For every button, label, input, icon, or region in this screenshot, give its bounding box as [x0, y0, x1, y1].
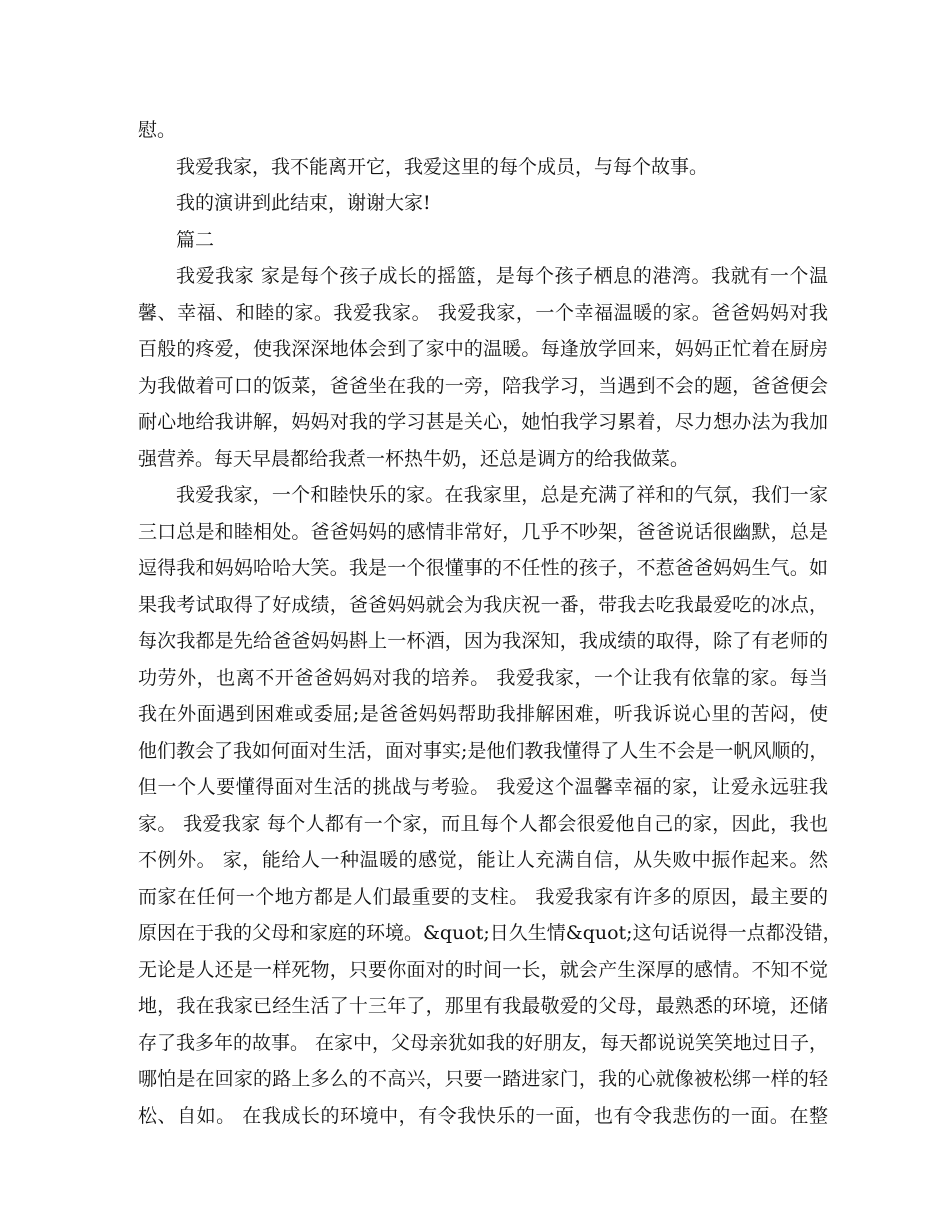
document-body-text [138, 112, 842, 1134]
text-line: 馨、幸福、和睦的家。我爱我家。 我爱我家，一个幸福温暖的家。爸爸妈妈对我 [138, 301, 828, 324]
text-line: 百般的疼爱，使我深深地体会到了家中的温暖。每逢放学回来，妈妈正忙着在厨房 [138, 338, 828, 360]
text-line: 耐心地给我讲解，妈妈对我的学习甚是关心，她怕我学习累着，尽力想办法为我加 [138, 411, 828, 433]
text-line: 我爱我家，我不能离开它，我爱这里的每个成员，与每个故事。 [176, 155, 709, 178]
text-line: 我爱我家，一个和睦快乐的家。在我家里，总是充满了祥和的气氛，我们一家 [176, 484, 828, 506]
text-line: 慰。 [138, 119, 177, 141]
text-line: 他们教会了我如何面对生活，面对事实;是他们教我懂得了人生不会是一帆风顺的， [138, 739, 829, 762]
text-line: 三口总是和睦相处。爸爸妈妈的感情非常好，几乎不吵架，爸爸说话很幽默，总是 [138, 520, 828, 543]
text-line: 篇二 [176, 228, 215, 251]
text-line: 每次我都是先给爸爸妈妈斟上一杯酒，因为我深知，我成绩的取得，除了有老师的 [138, 630, 828, 652]
text-line: 家。 我爱我家 每个人都有一个家，而且每个人都会很爱他自己的家，因此，我也 [138, 812, 828, 835]
text-line: 我的演讲到此结束，谢谢大家! [176, 192, 431, 214]
text-line: 逗得我和妈妈哈哈大笑。我是一个很懂事的不任性的孩子，不惹爸爸妈妈生气。如 [138, 557, 828, 579]
text-line: 我爱我家 家是每个孩子成长的摇篮，是每个孩子栖息的港湾。我就有一个温 [176, 265, 828, 287]
text-line: 而家在任何一个地方都是人们最重要的支柱。 我爱我家有许多的原因，最主要的 [138, 885, 828, 908]
text-line: 果我考试取得了好成绩，爸爸妈妈就会为我庆祝一番，带我去吃我最爱吃的冰点， [138, 593, 828, 616]
text-line: 存了我多年的故事。 在家中，父母亲犹如我的好朋友，每天都说说笑笑地过日子， [138, 1031, 829, 1054]
text-line: 松、自如。 在我成长的环境中，有令我快乐的一面，也有令我悲伤的一面。在整 [138, 1104, 828, 1127]
text-line: 原因在于我的父母和家庭的环境。&quot;日久生情&quot;这句话说得一点都没错， [138, 922, 842, 944]
text-line: 功劳外，也离不开爸爸妈妈对我的培养。 我爱我家，一个让我有依靠的家。每当 [138, 666, 828, 689]
text-line: 强营养。每天早晨都给我煮一杯热牛奶，还总是调方的给我做菜。 [138, 447, 690, 470]
text-line: 不例外。 家，能给人一种温暖的感觉，能让人充满自信，从失败中振作起来。然 [138, 849, 828, 871]
text-line: 无论是人还是一样死物，只要你面对的时间一长，就会产生深厚的感情。不知不觉 [138, 958, 828, 981]
text-line: 但一个人要懂得面对生活的挑战与考验。 我爱这个温馨幸福的家，让爱永远驻我 [138, 776, 828, 798]
text-line: 我在外面遇到困难或委屈;是爸爸妈妈帮助我排解困难，听我诉说心里的苦闷，使 [138, 703, 828, 725]
text-line: 哪怕是在回家的路上多么的不高兴，只要一踏进家门，我的心就像被松绑一样的轻 [138, 1068, 828, 1090]
text-line: 为我做着可口的饭菜，爸爸坐在我的一旁，陪我学习，当遇到不会的题，爸爸便会 [138, 374, 828, 397]
text-line: 地，我在我家已经生活了十三年了，那里有我最敬爱的父母，最熟悉的环境，还储 [138, 995, 828, 1017]
